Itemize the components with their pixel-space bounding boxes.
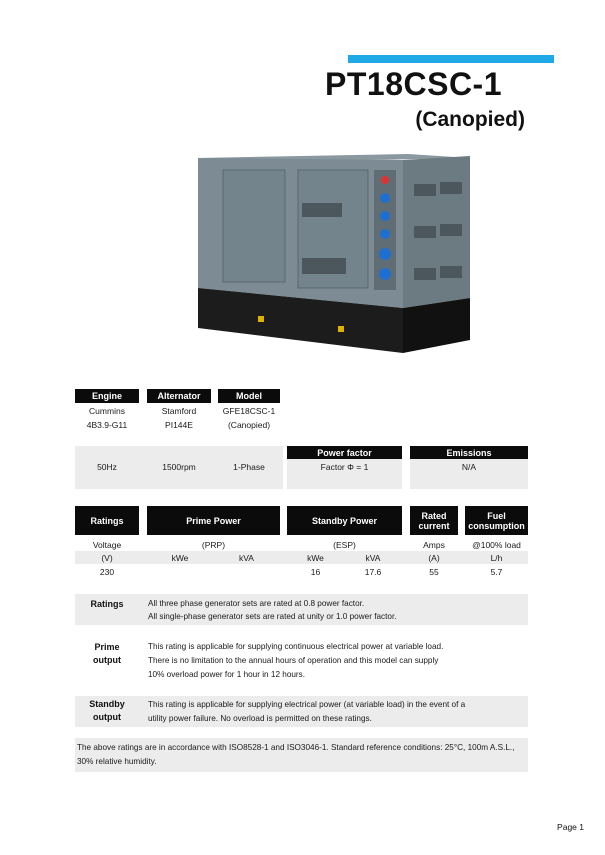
standby-output-label-line2: output [93,712,121,722]
ratings-note-label: Ratings [90,599,124,609]
ratings-note-line1: All three phase generator sets are rated at 0.8 power factor. [148,599,365,608]
prime-output-line1: This rating is applicable for supplying continuous electrical power at variable load. [148,642,444,651]
alternator-make: Stamford [161,406,197,416]
standby-output-label [75,698,139,724]
prime-output-label-line2: output [93,655,121,665]
frequency: 50Hz [97,462,117,472]
row2-standby-kva: kVA [365,553,381,563]
standby-output-label-line1: Standby [89,699,125,709]
generator-image [188,148,478,368]
page-subtitle: (Canopied) [415,108,525,131]
row3-standby-kwe: 16 [310,567,321,577]
row3-standby-kva: 17.6 [364,567,382,577]
engine-make: Cummins [89,406,125,416]
model-variant: (Canopied) [227,420,271,430]
ratings-note-line2: All single-phase generator sets are rated at unity or 1.0 power factor. [148,612,397,621]
engine-model: 4B3.9-G11 [86,420,128,430]
conditions-line2: 30% relative humidity. [77,757,157,766]
rated-current-header [410,506,458,535]
row1-amps: Amps [423,540,445,550]
row2-a: (A) [428,553,440,563]
page-title: PT18CSC-1 [325,66,502,102]
prime-output-label-line1: Prime [94,642,120,652]
power-factor-header: Power factor [287,446,402,459]
row3-fuel: 5.7 [490,567,503,577]
row2-standby-kwe: kWe [307,553,324,563]
row1-esp: (ESP) [333,540,356,550]
accent-bar [348,55,554,63]
standby-power-header: Standby Power [287,506,402,535]
phase: 1-Phase [233,462,265,472]
fuel-consumption-header-line1: Fuel [487,510,506,521]
row2-prime-kwe: kWe [171,553,189,563]
ratings-header: Ratings [75,506,139,535]
row1-voltage-label: Voltage [92,540,122,550]
row2-prime-kva: kVA [239,553,254,563]
row1-load: @100% load [472,540,521,550]
alternator-model: PI144E [165,420,193,430]
rated-current-header-line2: current [418,520,450,531]
row1-prp: (PRP) [201,540,226,550]
fuel-consumption-header-line2: consumption [468,520,525,531]
page-number: Page 1 [557,822,584,832]
conditions-line1: The above ratings are in accordance with ISO8528-1 and ISO3046-1. Standard reference conditions: 25°C, 100m A.S.L., [77,743,515,752]
model-header: Model [218,389,280,403]
speed: 1500rpm [162,462,196,472]
prime-output-line2: There is no limitation to the annual hours of operation and this model can supply [148,656,439,665]
alternator-header: Alternator [147,389,211,403]
fuel-consumption-header [465,506,528,535]
row3-voltage: 230 [99,567,115,577]
model-code: GFE18CSC-1 [222,406,276,416]
row3-current: 55 [429,567,439,577]
prime-power-header: Prime Power [147,506,280,535]
standby-output-line1: This rating is applicable for supplying electrical power (at variable load) in the event of a [148,700,466,709]
emissions-value: N/A [461,462,477,472]
row2-v: (V) [101,553,113,563]
standby-output-line2: utility power failure. No overload is permitted on these ratings. [148,714,372,723]
prime-output-label [75,641,139,667]
prime-output-line3: 10% overload power for 1 hour in 12 hours. [148,670,306,679]
emissions-header: Emissions [410,446,528,459]
row2-lh: L/h [490,553,503,563]
engine-header: Engine [75,389,139,403]
power-factor-value: Factor Φ = 1 [320,462,369,472]
rated-current-header-line1: Rated [421,510,447,521]
